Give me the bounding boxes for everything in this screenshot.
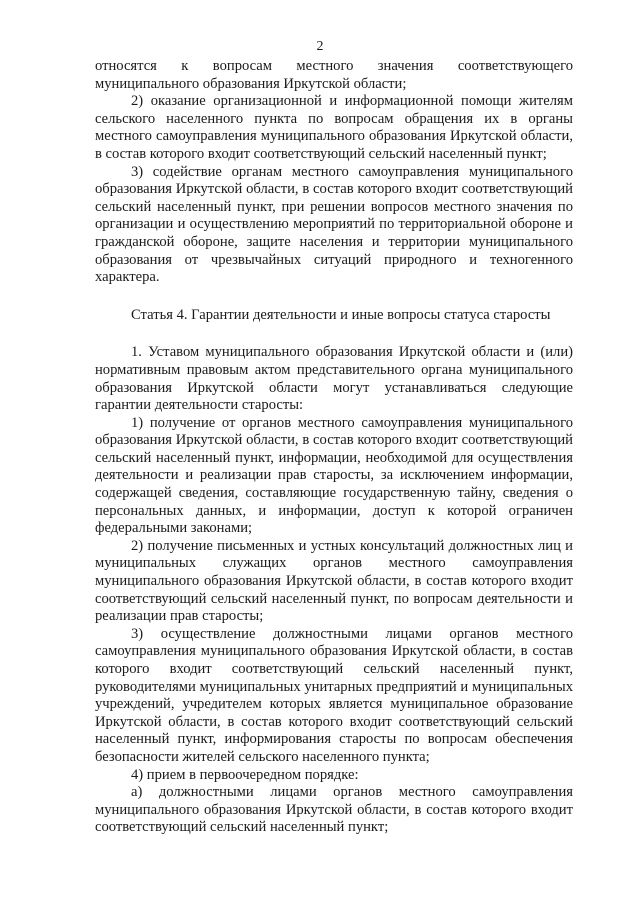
paragraph-clause-1: 1. Уставом муниципального образования Иркутской области и (или) нормативным правовым актом представительного органа муниципального образования Иркутской области могут устанавливаться следующие гарантии деятельности старосты: [95,344,573,414]
article-heading: Статья 4. Гарантии деятельности и иные вопросы статуса старосты [131,306,551,323]
paragraph-guarantee-4: 4) прием в первоочередном порядке: [131,766,359,783]
page-number: 2 [316,39,324,54]
paragraph-subitem-a: а) должностными лицами органов местного самоуправления муниципального образования Иркутской области, в состав которого входит соответствующий сельский населенный пункт; [95,784,573,836]
paragraph-guarantee-2: 2) получение письменных и устных консультаций должностных лиц и муниципальных служащих органов местного самоуправления муниципального образования Иркутской области, в состав которого входит соответствующий сельский населенный пункт, по вопросам деятельности и реализации прав старосты; [95,537,573,625]
paragraph-continuation: относятся к вопросам местного значения соответствующего муниципального образования Иркутской области; [95,58,573,92]
document-body [95,58,573,837]
paragraph-guarantee-3: 3) осуществление должностными лицами органов местного самоуправления муниципального образования Иркутской области, в состав которого входит соответствующий сельский населенный пункт, руководителями муниципальных унитарных предприятий и муниципальных учреждений, учредителем которых является муниципальное образование Иркутской области, в состав которого входит соответствующий сельский населенный пункт, информирования старосты по вопросам обеспечения безопасности жителей сельского населенного пункта; [95,625,573,765]
paragraph-guarantee-1: 1) получение от органов местного самоуправления муниципального образования Иркутской области, в состав которого входит соответствующий сельский населенный пункт, информации, необходимой для осуществления деятельности и реализации прав старосты, за исключением информации, содержащей сведения, составляющие государственную тайну, сведения о персональных данных, и информации, доступ к которой ограничен федеральными законами; [95,414,573,537]
paragraph-item-3: 3) содействие органам местного самоуправления муниципального образования Иркутской области, в состав которого входит соответствующий сельский населенный пункт, при решении вопросов местного значения по организации и осуществлению мероприятий по территориальной обороне и гражданской обороне, защите населения и территории муниципального образования от чрезвычайных ситуаций природного и техногенного характера. [95,163,573,286]
paragraph-item-2: 2) оказание организационной и информационной помощи жителям сельского населенного пункта по вопросам обращения их в органы местного самоуправления муниципального образования Иркутской области, в состав которого входит соответствующий сельский населенный пункт; [95,93,573,162]
